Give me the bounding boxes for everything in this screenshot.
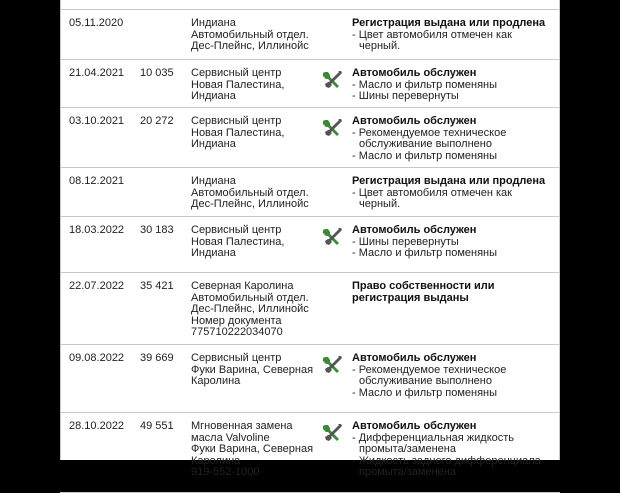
row-source-line: Индиана	[191, 247, 236, 259]
history-row	[60, 60, 560, 108]
wrench-screwdriver-icon	[322, 355, 344, 375]
table-left-border	[60, 0, 61, 460]
row-detail-item: - Жидкость заднего дифференциала промыта/заменена	[352, 456, 552, 479]
row-detail-item: - Шины перевернуты	[352, 237, 552, 249]
row-event-title: Регистрация выдана или продлена	[352, 175, 546, 187]
history-row	[60, 345, 560, 413]
row-date: 18.03.2022	[69, 224, 125, 236]
row-details	[352, 116, 552, 162]
row-detail-item: - Масло и фильтр поменяны	[352, 80, 552, 92]
history-row	[60, 108, 560, 168]
table-right-border	[559, 0, 560, 460]
row-detail-item: - Рекомендуемое техническое обслуживание выполнено	[352, 365, 552, 388]
row-date: 22.07.2022	[69, 280, 125, 292]
row-source-line: Северная Каролина	[191, 280, 294, 292]
row-details	[352, 18, 552, 53]
row-source-line: Сервисный центр	[191, 224, 282, 236]
row-source-line: Фуки Варина, Северная	[191, 363, 314, 376]
row-date: 05.11.2020	[69, 17, 124, 29]
history-row	[60, 217, 560, 273]
wrench-screwdriver-icon	[322, 118, 344, 138]
row-source-line: Индиана	[191, 17, 236, 29]
row-date: 09.08.2022	[69, 352, 125, 364]
row-source-line: Дес-Плейнс, Иллинойс	[191, 198, 309, 210]
row-source-line: Дес-Плейнс, Иллинойс	[191, 40, 309, 52]
row-event-title: Автомобиль обслужен	[352, 420, 477, 432]
row-details	[352, 68, 552, 103]
row-source-line: Индиана	[191, 138, 236, 150]
row-source	[191, 116, 319, 151]
row-source-line: Фуки Варина, Северная	[191, 443, 314, 455]
row-source-line: Автомобильный отдел.	[191, 28, 309, 41]
row-source-line: масла Valvoline	[191, 431, 270, 444]
row-source-line: Сервисный центр	[191, 352, 282, 364]
row-detail-item: - Масло и фильтр поменяны	[352, 248, 552, 260]
row-event-title: Автомобиль обслужен	[352, 115, 477, 127]
history-row	[60, 10, 560, 60]
vehicle-history-table	[60, 0, 560, 493]
row-source-line: Новая Палестина,	[191, 235, 285, 248]
row-detail-item: - Цвет автомобиля отмечен как черный.	[352, 188, 552, 211]
row-detail-item: - Шины перевернуты	[352, 91, 552, 103]
history-row	[60, 413, 560, 493]
row-event-title: Автомобиль обслужен	[352, 67, 477, 79]
row-odometer: 10 035	[140, 67, 174, 79]
row-odometer: 20 272	[140, 115, 174, 127]
row-source-line: Индиана	[191, 90, 236, 102]
row-source	[191, 18, 319, 53]
row-date: 21.04.2021	[69, 67, 125, 79]
row-source-line: Автомобильный отдел.	[191, 186, 309, 199]
row-odometer: 49 551	[140, 420, 174, 432]
row-detail-item: - Рекомендуемое техническое обслуживание выполнено	[352, 128, 552, 151]
row-detail-item: - Масло и фильтр поменяны	[352, 388, 552, 400]
history-row	[60, 0, 560, 10]
row-source-line: Каролина	[191, 375, 241, 387]
wrench-screwdriver-icon	[322, 423, 344, 443]
vehicle-history-page	[60, 0, 560, 478]
row-source-line: Новая Палестина,	[191, 78, 285, 91]
row-detail-item: - Дифференциальная жидкость промыта/заменена	[352, 433, 552, 456]
row-odometer: 30 183	[140, 224, 174, 236]
row-details	[352, 176, 552, 211]
row-source-line: Номер документа	[191, 314, 282, 327]
row-details	[352, 281, 552, 304]
history-row	[60, 273, 560, 345]
row-source-line: Мгновенная замена	[191, 420, 293, 432]
row-source-line: Автомобильный отдел.	[191, 291, 309, 304]
history-row	[60, 168, 560, 217]
row-source-line: Каролина	[191, 454, 241, 467]
row-source-line: Сервисный центр	[191, 115, 282, 127]
row-event-title: Автомобиль обслужен	[352, 352, 477, 364]
row-odometer: 35 421	[140, 280, 174, 292]
row-detail-item: - Цвет автомобиля отмечен как черный.	[352, 30, 552, 53]
wrench-screwdriver-icon	[322, 227, 344, 247]
row-source	[191, 68, 319, 103]
row-source	[191, 353, 319, 388]
row-odometer: 39 669	[140, 352, 174, 364]
row-event-title: Автомобиль обслужен	[352, 224, 477, 236]
row-details	[352, 225, 552, 260]
row-source-line: Дес-Плейнс, Иллинойс	[191, 303, 309, 315]
row-date: 08.12.2021	[69, 175, 125, 187]
wrench-screwdriver-icon	[322, 70, 344, 90]
row-date: 03.10.2021	[69, 115, 125, 127]
row-source	[191, 281, 319, 339]
row-source	[191, 421, 319, 479]
row-source	[191, 176, 319, 211]
row-source-line: Индиана	[191, 175, 236, 187]
row-source-line: Сервисный центр	[191, 67, 282, 79]
row-source	[191, 225, 319, 260]
row-event-title: Регистрация выдана или продлена	[352, 17, 546, 29]
row-details	[352, 353, 552, 399]
row-event-title: Право собственности или регистрация выданы	[352, 280, 495, 304]
row-source-line: 775710222034070	[191, 326, 283, 338]
row-source-line: Новая Палестина,	[191, 126, 285, 139]
row-date: 28.10.2022	[69, 420, 125, 432]
row-details	[352, 421, 552, 479]
row-detail-item: - Масло и фильтр поменяны	[352, 151, 552, 163]
row-source-line: 919-552-1000	[191, 466, 260, 478]
